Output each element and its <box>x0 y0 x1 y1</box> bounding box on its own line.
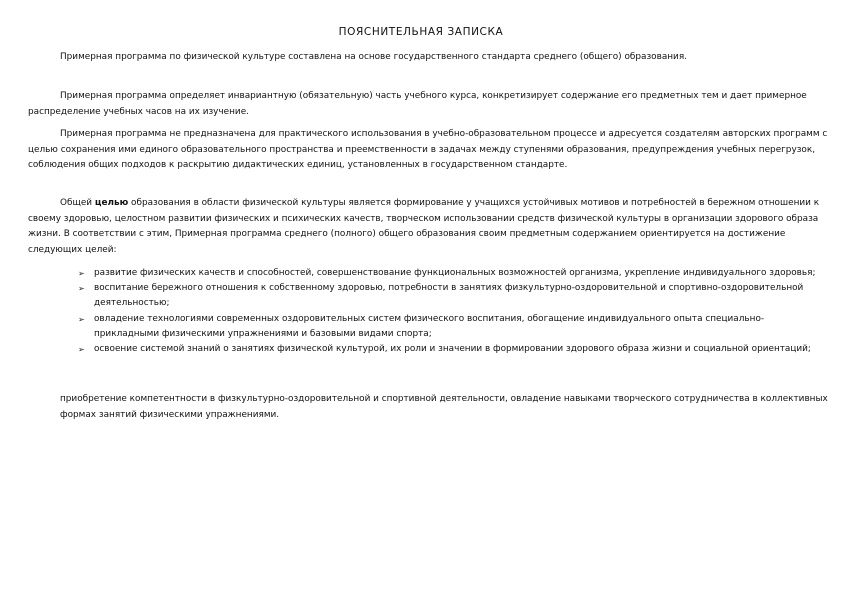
arrow-bullet-icon: ➢ <box>78 345 85 355</box>
goal-word: целью <box>94 198 129 208</box>
paragraph-basis: Примерная программа по физической культуре составлена на основе государственного стандарта среднего (общего) образования. <box>60 52 687 62</box>
arrow-bullet-icon: ➢ <box>78 284 85 294</box>
arrow-bullet-icon: ➢ <box>78 314 85 324</box>
closing-paragraph: приобретение компетентности в физкультурно-оздоровительной и спортивной деятельности, овладение навыками творческого сотрудничества в коллективных формах занятий физическими упражнениями. <box>60 394 828 420</box>
arrow-bullet-icon: ➢ <box>78 269 85 278</box>
paragraph-purpose: Примерная программа не предназначена для практического использования в учебно-образовательном процессе и адресуется создателям авторских программ с целью сохранения ими единого образовательного пространства и преемственности в задачах между ступенями образования, предупреждения учебных перегрузок, соблюдения общих подходов к раскрытию дидактических единиц, установленных в государственном стандарте. <box>28 129 828 170</box>
list-item-text: развитие физических качеств и способностей, совершенствование функциональных возможностей организма, укрепление индивидуального здоровья; <box>94 268 816 278</box>
goal-rest: образования в области физической культуры является формирование у учащихся устойчивых мотивов и потребностей в бережном отношении к своему здоровью, целостном развитии физических и психических качеств, творческом использовании средств физической культуры в организации здорового образа жизни. В соответствии с этим, Примерная программа среднего (полного) общего образования своим предметным содержанием ориентируется на достижение следующих целей: <box>28 198 820 255</box>
list-item <box>78 312 818 342</box>
paragraph-goal <box>28 196 828 258</box>
goals-list <box>78 266 818 357</box>
list-item-text: воспитание бережного отношения к собственному здоровью, потребности в занятиях физкультурно-оздоровительной и спортивно-оздоровительной деятельностью; <box>94 283 804 309</box>
paragraph-invariant: Примерная программа определяет инвариантную (обязательную) часть учебного курса, конкретизирует содержание его предметных тем и дает примерное распределение учебных часов на их изучение. <box>28 91 807 117</box>
list-item <box>78 342 818 357</box>
list-item <box>78 281 818 311</box>
list-item-text: освоение системой знаний о занятиях физической культурой, их роли и значении в формировании здорового образа жизни и социальной ориентаций; <box>94 344 811 355</box>
list-item-text: овладение технологиями современных оздоровительных систем физического воспитания, обогащение индивидуального опыта специально-прикладными физическими упражнениями и базовыми видами спорта; <box>94 313 765 339</box>
page-title: ПОЯСНИТЕЛЬНАЯ ЗАПИСКА <box>338 26 504 38</box>
goal-prefix: Общей <box>60 198 95 208</box>
list-item <box>78 266 818 281</box>
